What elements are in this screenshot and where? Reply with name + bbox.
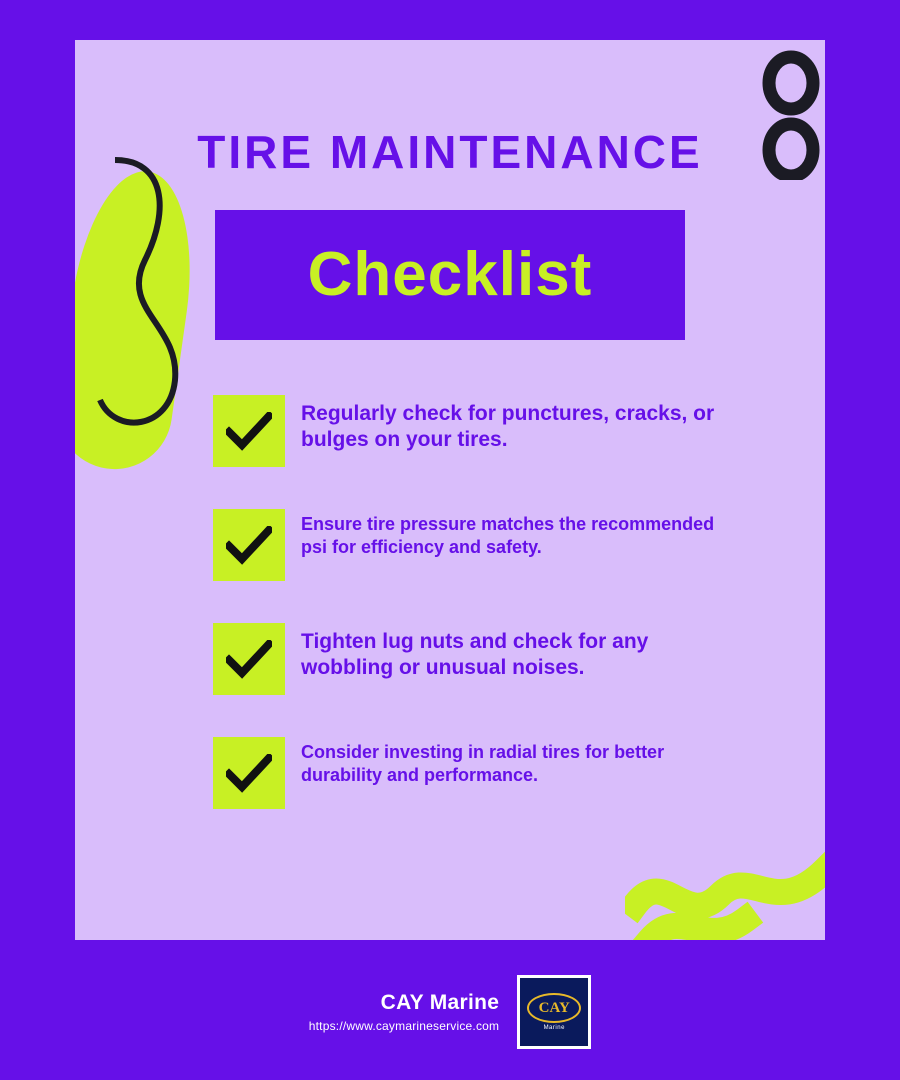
list-item [213,395,773,467]
checklist [213,395,773,851]
logo-mark-text: CAY [538,999,570,1016]
list-item [213,509,773,581]
list-item [213,623,773,695]
logo [517,975,591,1049]
checkbox-checked[interactable] [213,737,285,809]
check-icon [226,640,272,680]
checklist-banner [215,210,685,340]
list-item-text: Consider investing in radial tires for better durability and performance. [301,742,665,786]
checkbox-checked[interactable] [213,395,285,467]
banner-label: Checklist [307,240,593,309]
checkbox-checked[interactable] [213,509,285,581]
poster-card [75,40,825,940]
footer [0,975,900,1049]
check-icon [226,754,272,794]
logo-sub-text: Marine [543,1025,565,1031]
footer-text-block [309,991,499,1033]
list-item-text: Tighten lug nuts and check for any wobbling or unusual noises. [301,630,649,679]
list-item-text: Regularly check for punctures, cracks, or bulges on your tires. [301,402,715,451]
check-icon [226,526,272,566]
brand-url[interactable]: https://www.caymarineservice.com [308,1019,500,1033]
logo-oval-shape [527,993,581,1023]
brand-name: CAY Marine [380,991,500,1014]
checkbox-checked[interactable] [213,623,285,695]
check-icon [226,412,272,452]
list-item-text: Ensure tire pressure matches the recommended psi for efficiency and safety. [301,514,715,558]
page-title: TIRE MAINTENANCE [197,126,703,178]
list-item [213,737,773,809]
